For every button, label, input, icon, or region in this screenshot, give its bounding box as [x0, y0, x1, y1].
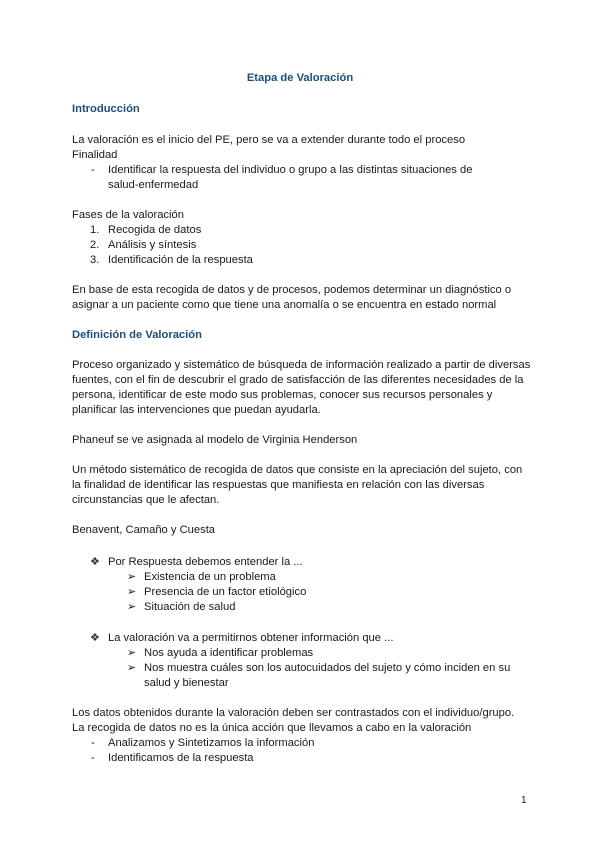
diamond-bullet-icon: ❖	[90, 556, 101, 568]
arrow-bullet-icon: ➢	[127, 586, 137, 598]
fase-num: 1.	[90, 224, 100, 236]
definition-p2: Un método sistemático de recogida de datos que consiste en la apreciación del sujeto, con	[72, 464, 523, 476]
base-paragraph-l1: En base de esta recogida de datos y de procesos, podemos determinar un diagnóstico o	[72, 284, 512, 296]
definition-p2: la finalidad de identificar las respuestas que manifiesta en relación con las diversas	[72, 479, 485, 491]
sub-item: Presencia de un factor etiológico	[144, 586, 307, 598]
sub-item-cont: salud y bienestar	[144, 677, 229, 689]
authors-line: Benavent, Camaño y Cuesta	[72, 524, 216, 536]
fase-item: Recogida de datos	[108, 224, 202, 236]
fase-item: Análisis y síntesis	[108, 239, 197, 251]
definition-p2: circunstancias que le afectan.	[72, 494, 220, 506]
intro-line: La valoración es el inicio del PE, pero se va a extender durante todo el proceso	[72, 134, 466, 146]
bullet-valoracion: La valoración va a permitirnos obtener información que ...	[108, 632, 394, 644]
dash-marker: -	[91, 164, 95, 176]
bullet-respuesta: Por Respuesta debemos entender la ...	[108, 556, 303, 568]
sub-item: Nos muestra cuáles son los autocuidados del sujeto y cómo inciden en su	[144, 662, 511, 674]
sub-item: Existencia de un problema	[144, 571, 276, 583]
fase-num: 3.	[90, 254, 100, 266]
arrow-bullet-icon: ➢	[127, 647, 137, 659]
sub-item: Nos ayuda a identificar problemas	[144, 647, 314, 659]
arrow-bullet-icon: ➢	[127, 662, 137, 674]
closing-item: Identificamos de la respuesta	[108, 752, 254, 764]
finalidad-item-cont: salud-enfermedad	[108, 179, 199, 191]
fases-label: Fases de la valoración	[72, 209, 184, 221]
dash-marker: -	[91, 737, 95, 749]
diamond-bullet-icon: ❖	[90, 632, 101, 644]
definition-p1: Proceso organizado y sistemático de búsqueda de información realizado a partir de diversas	[72, 359, 531, 371]
arrow-bullet-icon: ➢	[127, 571, 137, 583]
definition-p1: planificar las intervenciones que puedan ayudarla.	[72, 404, 321, 416]
sub-item: Situación de salud	[144, 601, 236, 613]
closing-item: Analizamos y Sintetizamos la información	[108, 737, 315, 749]
arrow-bullet-icon: ➢	[127, 601, 137, 613]
definition-p1: persona, identificar de este modo sus problemas, conocer sus recursos personales y	[72, 389, 493, 401]
finalidad-item: Identificar la respuesta del individuo o grupo a las distintas situaciones de	[108, 164, 473, 176]
definition-p1: fuentes, con el fin de descubrir el grado de satisfacción de las diferentes necesidades de la	[72, 374, 524, 386]
base-paragraph-l2: asignar a un paciente como que tiene una anomalía o se encuentra en estado normal	[72, 299, 497, 311]
heading-introduccion: Introducción	[72, 103, 140, 115]
closing-line: Los datos obtenidos durante la valoración deben ser contrastados con el individuo/grupo.	[72, 707, 515, 719]
fase-num: 2.	[90, 239, 100, 251]
dash-marker: -	[91, 752, 95, 764]
heading-definicion: Definición de Valoración	[72, 329, 202, 341]
fase-item: Identificación de la respuesta	[108, 254, 253, 266]
page-number: 1	[521, 795, 527, 806]
page-title: Etapa de Valoración	[246, 72, 354, 84]
closing-line: La recogida de datos no es la única acción que llevamos a cabo en la valoración	[72, 722, 472, 734]
phaneuf-line: Phaneuf se ve asignada al modelo de Virginia Henderson	[72, 434, 358, 446]
finalidad-label: Finalidad	[72, 149, 118, 161]
